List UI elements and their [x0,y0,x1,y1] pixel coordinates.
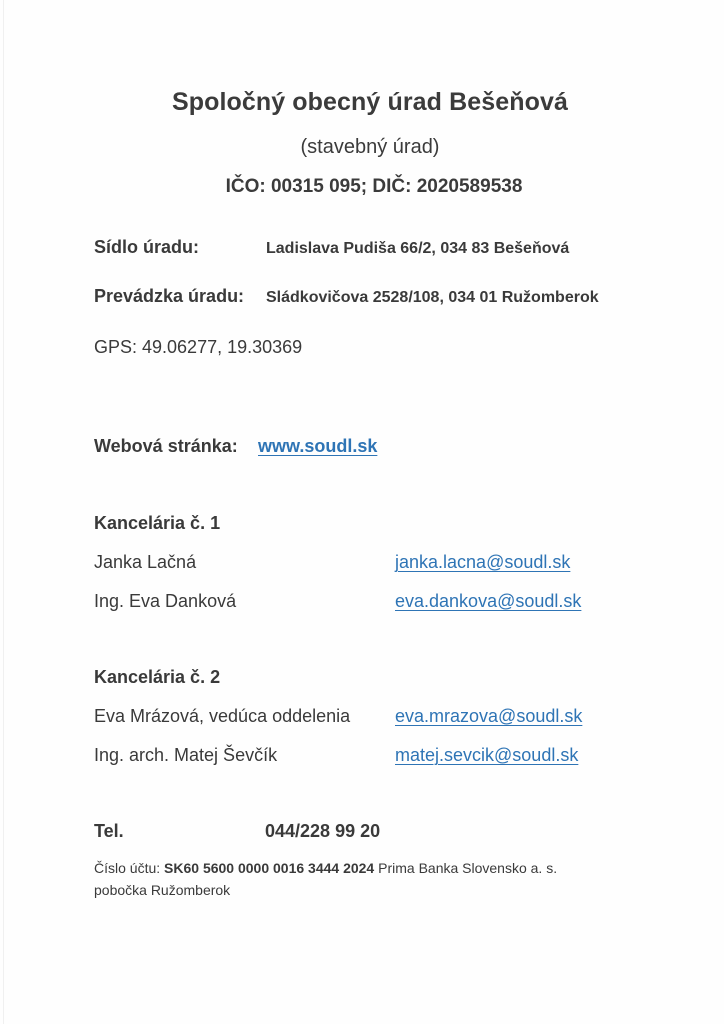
staff-name: Eva Mrázová, vedúca oddelenia [94,706,351,726]
staff-email-link[interactable]: eva.mrazova@soudl.sk [395,706,583,726]
bank-branch: pobočka Ružomberok [94,882,231,898]
staff-name: Ing. arch. Matej Ševčík [94,745,278,765]
phone-label: Tel. [94,821,124,841]
seat-address: Ladislava Pudiša 66/2, 034 83 Bešeňová [266,240,570,257]
office-2-title: Kancelária č. 2 [94,667,221,687]
bank-account-line [94,860,557,876]
gps-coordinates: GPS: 49.06277, 19.30369 [94,337,303,357]
staff-email-link[interactable]: janka.lacna@soudl.sk [395,552,571,572]
staff-email-link[interactable]: eva.dankova@soudl.sk [395,591,582,611]
website-link[interactable]: www.soudl.sk [258,436,378,456]
staff-name: Janka Lačná [94,552,197,572]
office-1-title: Kancelária č. 1 [94,513,221,533]
seat-label: Sídlo úradu: [94,237,199,257]
office-title: Spoločný obecný úrad Bešeňová [171,88,569,116]
staff-email-link[interactable]: matej.sevcik@soudl.sk [395,745,579,765]
phone-number: 044/228 99 20 [265,821,381,841]
company-ids: IČO: 00315 095; DIČ: 2020589538 [225,176,523,197]
website-label: Webová stránka: [94,436,238,456]
bank-name: Prima Banka Slovensko a. s. [374,860,558,876]
staff-name: Ing. Eva Danková [94,591,237,611]
operation-address: Sládkovičova 2528/108, 034 01 Ružomberok [266,289,599,306]
account-label: Číslo účtu: [94,860,165,876]
operation-label: Prevádzka úradu: [94,286,245,306]
iban: SK60 5600 0000 0016 3444 2024 [164,860,375,876]
office-subtitle: (stavebný úrad) [300,136,440,158]
